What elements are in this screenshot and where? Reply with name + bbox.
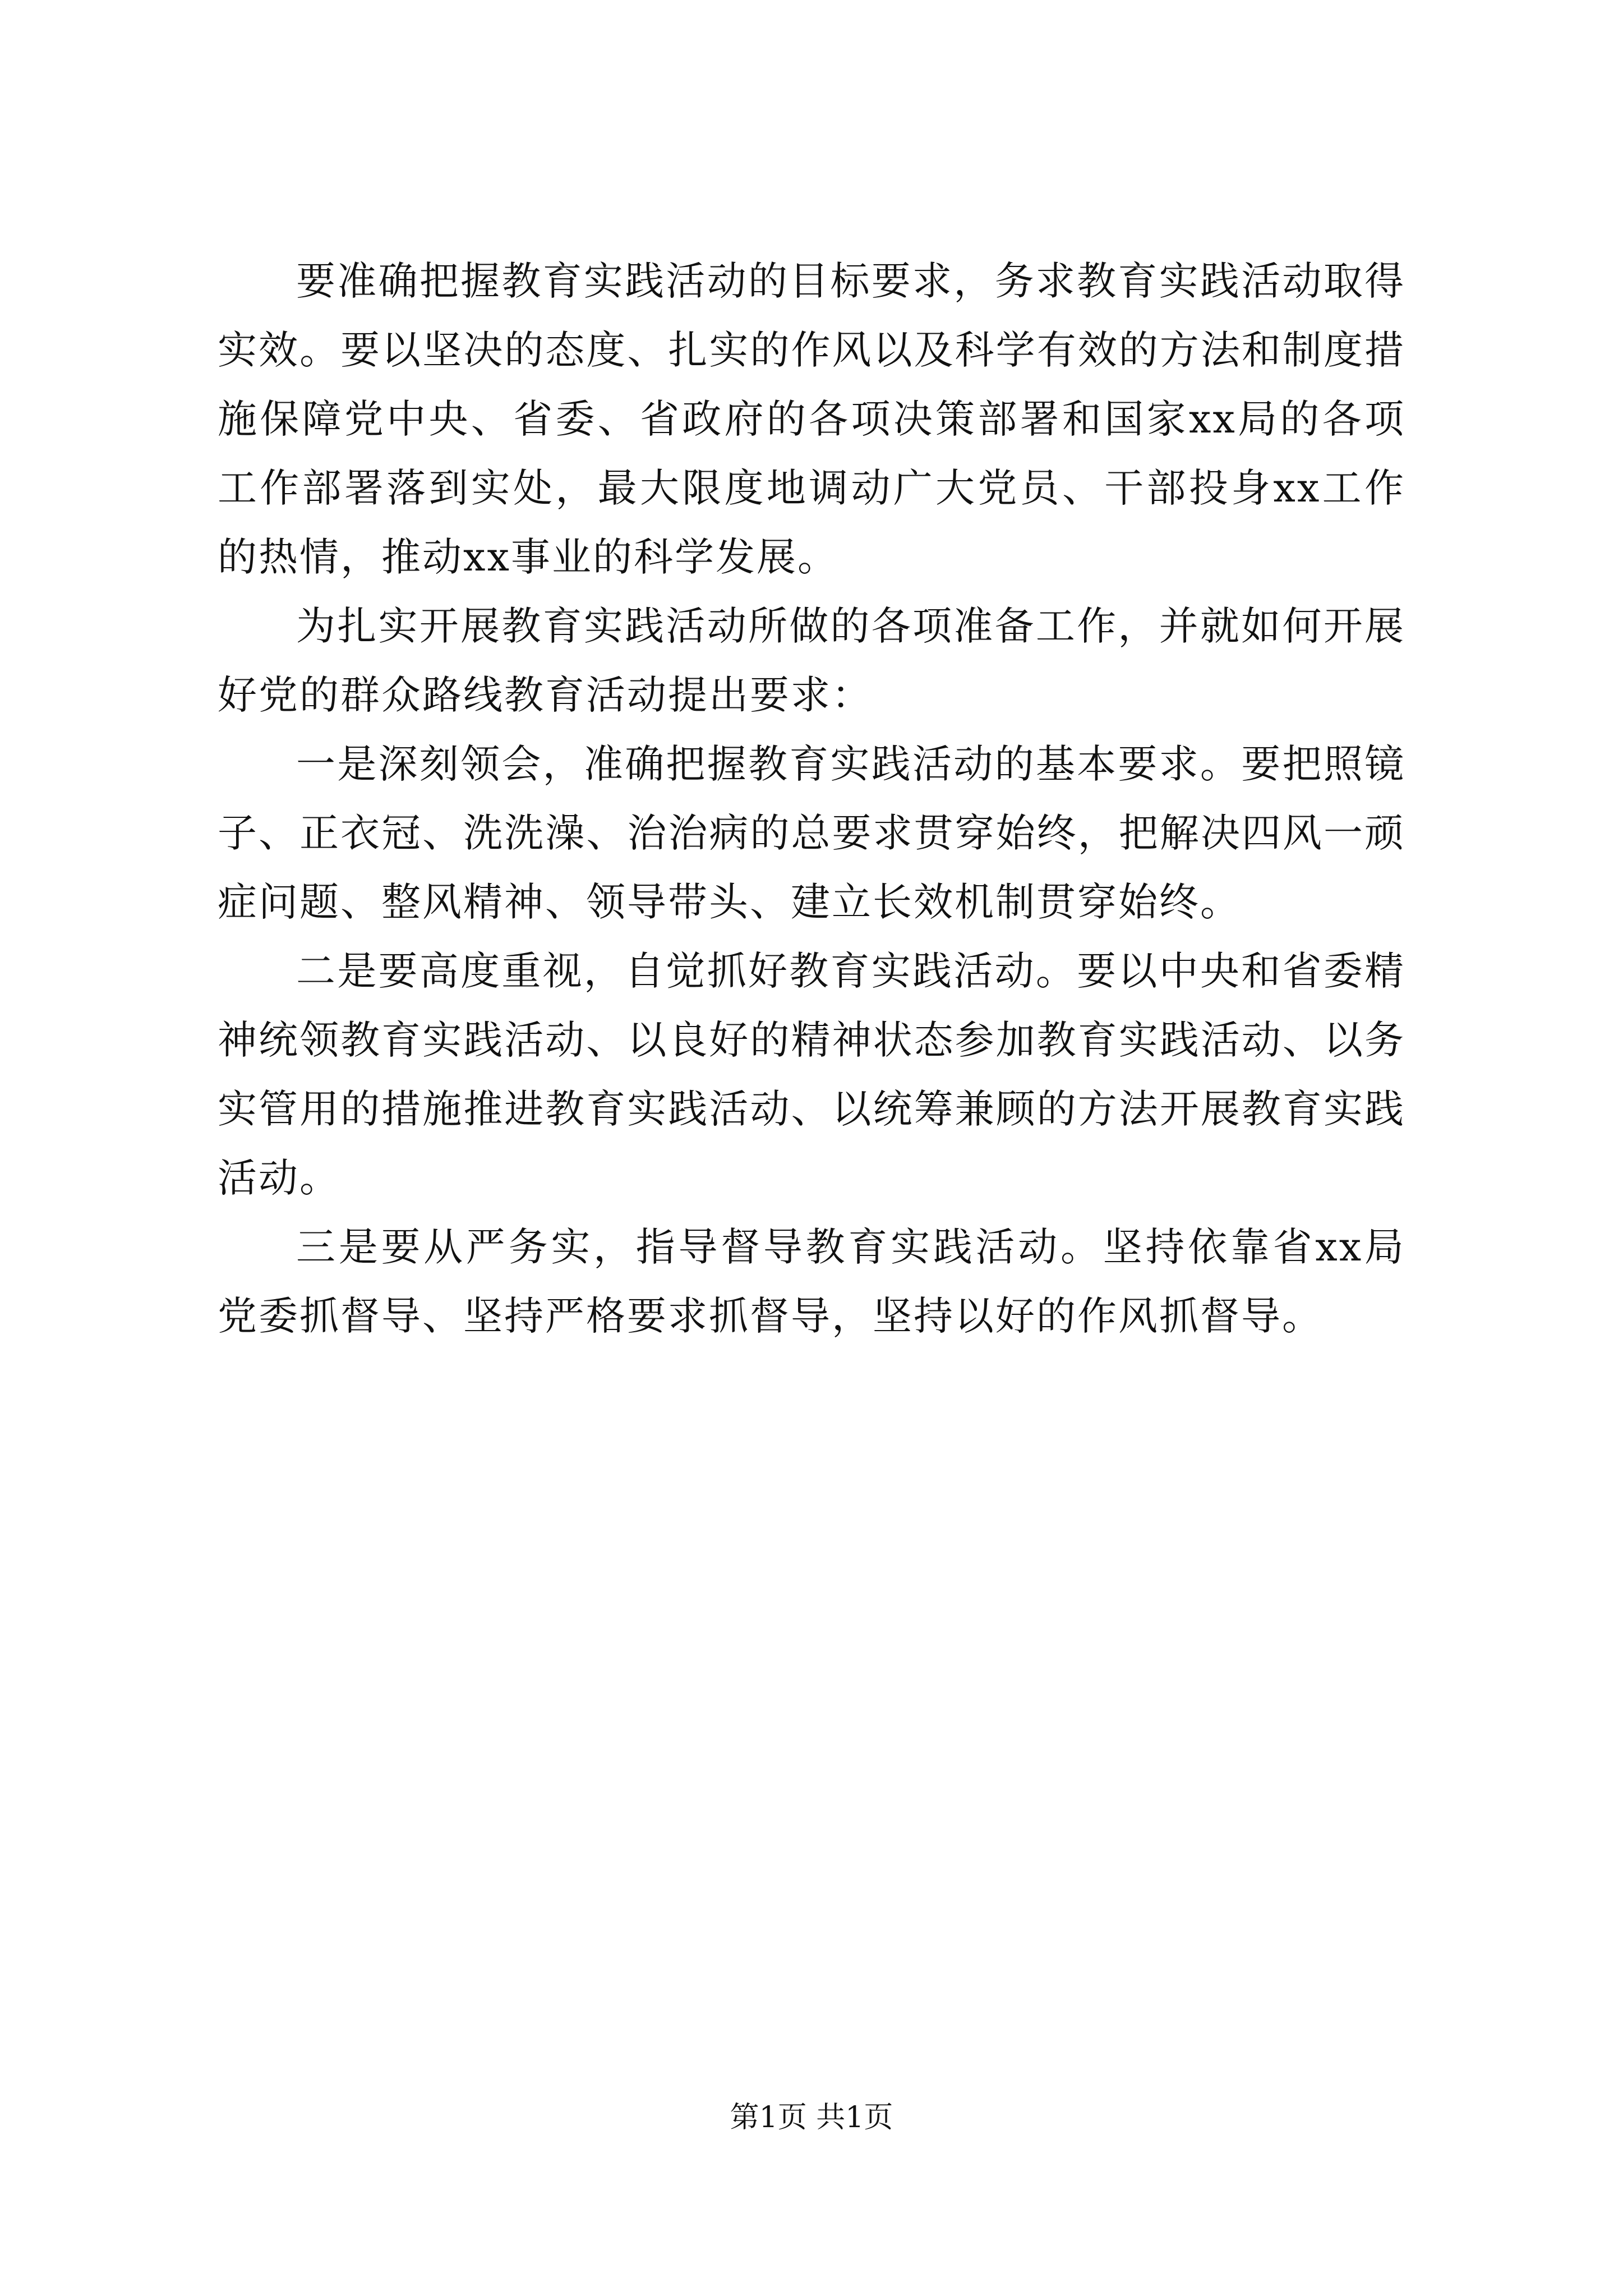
paragraph-5: 三是要从严务实，指导督导教育实践活动。坚持依靠省xx局党委抓督导、坚持严格要求抓督导，坚持以好的作风抓督导。 xyxy=(218,1224,1405,1339)
paragraph-1: 要准确把握教育实践活动的目标要求，务求教育实践活动取得实效。要以坚决的态度、扎实的作风以及科学有效的方法和制度措施保障党中央、省委、省政府的各项决策部署和国家xx局的各项工作部署落到实处，最大限度地调动广大党员、干部投身xx工作的热情，推动xx事业的科学发展。 xyxy=(218,258,1405,580)
paragraph-2: 为扎实开展教育实践活动所做的各项准备工作，并就如何开展好党的群众路线教育活动提出要求： xyxy=(218,603,1405,718)
document-body xyxy=(218,247,1405,1351)
paragraph-3: 一是深刻领会，准确把握教育实践活动的基本要求。要把照镜子、正衣冠、洗洗澡、治治病的总要求贯穿始终，把解决四风一顽症问题、整风精神、领导带头、建立长效机制贯穿始终。 xyxy=(218,741,1405,925)
paragraph-4: 二是要高度重视，自觉抓好教育实践活动。要以中央和省委精神统领教育实践活动、以良好的精神状态参加教育实践活动、以务实管用的措施推进教育实践活动、以统筹兼顾的方法开展教育实践活动。 xyxy=(218,948,1405,1201)
page-number-footer: 第1页 共1页 xyxy=(730,2101,893,2134)
